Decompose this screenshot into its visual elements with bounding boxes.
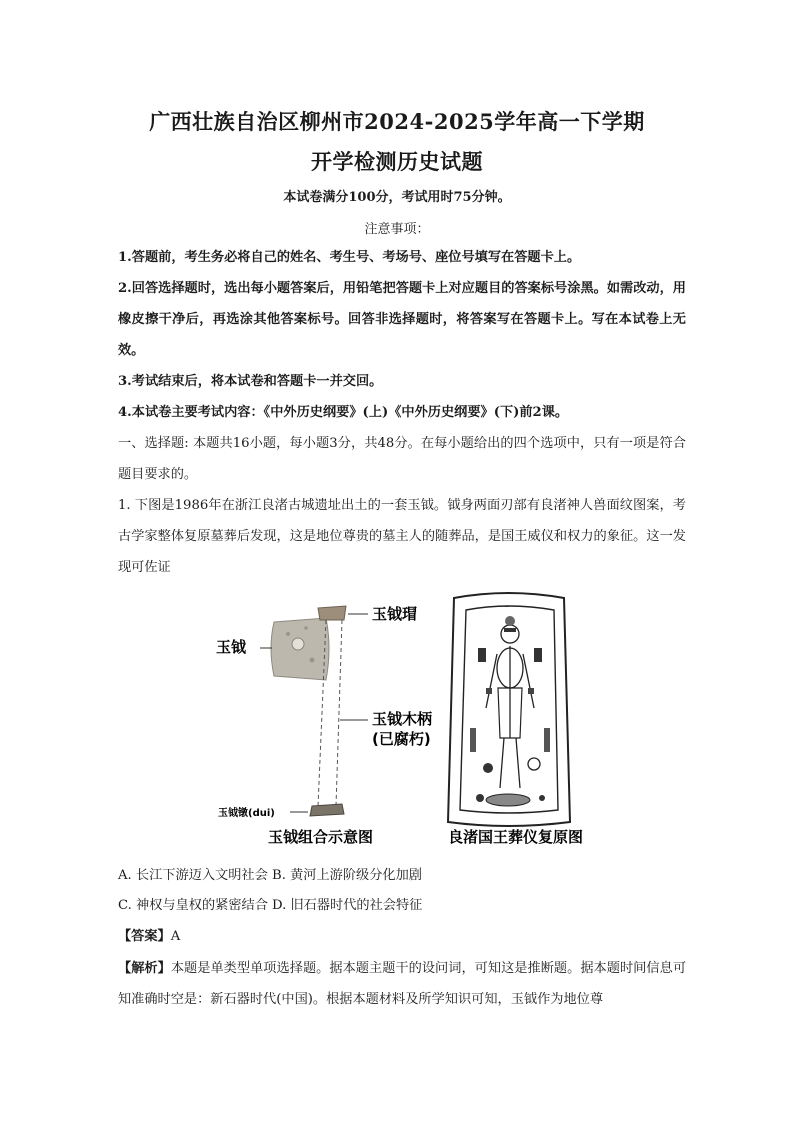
jade-yue-illustration [208,588,594,850]
note-4: 4.本试卷主要考试内容：《中外历史纲要》(上)《中外历史纲要》(下)前2课。 [118,405,569,420]
option-b[interactable]: B. 黄河上游阶级分化加剧 [272,868,422,883]
question-1-figure [208,588,594,850]
yue-hole [292,638,304,650]
exam-title-line2: 开学检测历史试题 [311,149,483,174]
answer-line [118,925,180,944]
notes-heading: 注意事项： [364,222,430,237]
section-1-heading: 一、选择题: 本题共16小题，每小题3分，共48分。在每小题给出的四个选项中，只有一项是符合题目要求的。 [118,436,686,482]
label-handle-1: 玉钺木柄 [372,710,433,728]
note-3: 3.考试结束后，将本试卷和答题卡一并交回。 [118,374,383,389]
note-1: 1.答题前，考生务必将自己的姓名、考生号、考场号、座位号填写在答题卡上。 [118,250,581,265]
score-info: 本试卷满分100分，考试用时75分钟。 [283,190,511,205]
label-yue-dui: 玉钺镦(dui) [218,808,275,819]
burial-reconstruction-drawing [448,593,570,826]
option-c[interactable]: C. 神权与皇权的紧密结合 [118,898,268,913]
analysis-paragraph [118,953,686,1015]
analysis-text: 本题是单类型单项选择题。据本题主题干的设问词，可知这是推断题。据本题时间信息可知准确时空是：新石器时代(中国)。根据本题材料及所学知识可知，玉钺作为地位尊 [118,961,687,1007]
yue-mao-shape [318,606,346,620]
option-d[interactable]: D. 旧石器时代的社会特征 [272,898,423,913]
left-figure-caption: 玉钺组合示意图 [268,828,374,846]
yue-assembly-diagram [260,606,368,816]
right-figure-caption: 良渚国王葬仪复原图 [448,828,584,846]
yue-dui-shape [310,804,344,816]
label-handle-2: (已腐朽) [372,730,431,748]
option-a[interactable]: A. 长江下游迈入文明社会 [118,868,268,883]
answer-label: 【答案】 [118,929,171,944]
label-yue: 玉钺 [216,638,247,656]
question-1-stem: 1. 下图是1986年在浙江良渚古城遗址出土的一套玉钺。钺身两面刃部有良渚神人兽面纹图案，考古学家整体复原墓葬后发现，这是地位尊贵的墓主人的随葬品，是国王威仪和权力的象征。这一发现可佐证 [118,498,686,575]
analysis-label: 【解析】 [118,961,171,976]
answer-value: A [170,929,181,944]
label-yue-mao: 玉钺瑁 [372,605,418,623]
exam-title-line1: 广西壮族自治区柳州市2024-2025学年高一下学期 [149,109,645,134]
note-2: 2.回答选择题时，选出每小题答案后，用铅笔把答题卡上对应题目的答案标号涂黑。如需改动，用橡皮擦干净后，再选涂其他答案标号。回答非选择题时，将答案写在答题卡上。写在本试卷上无效。 [118,281,686,358]
